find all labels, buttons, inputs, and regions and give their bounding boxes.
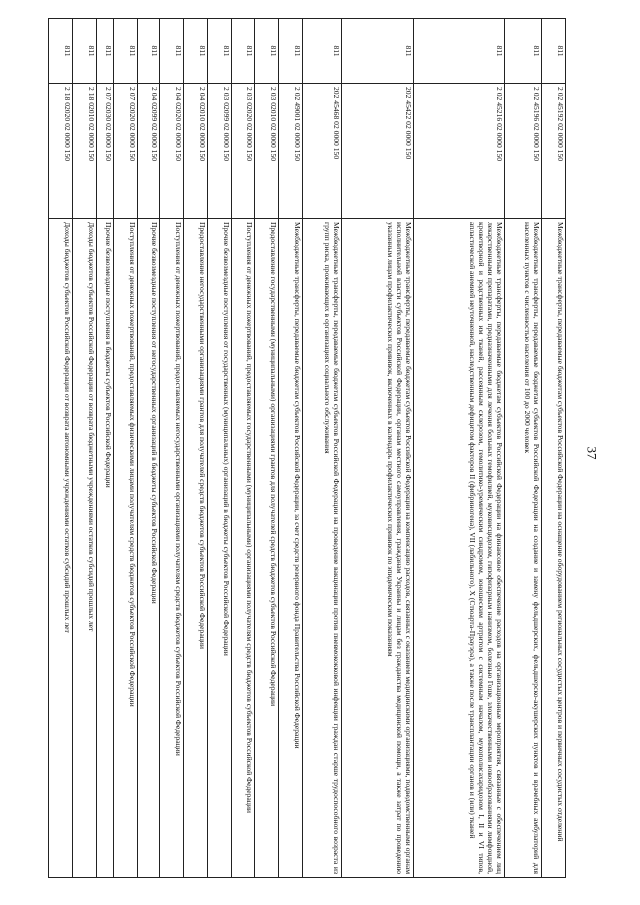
page-number: 37 (584, 446, 600, 460)
description-cell: Межбюджетные трансферты, передаваемые бюджетам субъектов Российской Федерации на оснащение оборудованием региональных сосудистых центров и первичных сосудистых отделений (542, 219, 566, 878)
description-cell: Межбюджетные трансферты, передаваемые бюджетам субъектов Российской Федерации на компенсацию расходов, связанных с оказанием медицинскими организациями, подведомственными органам исполнительной власти субъектов Российской Федерации, органам местного самоуправления, гражданам Украины и лицам без гражданства медицинской помощи, а также затрат по проведению указанным лицам профилактических прививок, включенных в календарь профилактических прививок по эпидемическим показаниям (342, 219, 414, 878)
description-cell: Поступления от денежных пожертвований, предоставляемых негосударственными организациями получателям средств бюджетов субъектов Российской Федерации (159, 219, 183, 878)
table-row (138, 19, 160, 878)
budget-code-cell: 2 02 45196 02 0000 150 (505, 84, 542, 219)
budget-code-cell: 2 02 45216 02 0000 150 (413, 84, 504, 219)
admin-code-cell: 811 (49, 19, 73, 84)
budget-code-cell: 2 02 45192 02 0000 150 (542, 84, 566, 219)
admin-code-cell: 811 (505, 19, 542, 84)
admin-code-cell: 811 (303, 19, 342, 84)
admin-code-cell: 811 (114, 19, 138, 84)
description-cell: Доходы бюджетов субъектов Российской Федерации от возврата бюджетными учреждениями остатков субсидий прошлых лет (72, 219, 96, 878)
admin-code-cell: 811 (342, 19, 414, 84)
table-row (303, 19, 342, 878)
description-cell: Межбюджетные трансферты, передаваемые бюджетам субъектов Российской Федерации на создание и замену фельдшерских, фельдшерско-акушерских пунктов и врачебных амбулаторий для населенных пунктов с численностью населения от 100 до 2000 человек (505, 219, 542, 878)
description-cell: Предоставление государственными (муниципальными) организациями грантов для получателей средств бюджетов субъектов Российской Федерации (255, 219, 279, 878)
table-row (183, 19, 207, 878)
description-cell: Межбюджетные трансферты, передаваемые бюджетам субъектов Российской Федерации на финансовое обеспечение расходов на организационные мероприятия, связанные с обеспечением лиц лекарственными препаратами, предназначенными для лечения больных гемофилией, муковисцидозом, гипофизарным нанизмом, болезнью Гоше, злокачественными новообразованиями лимфоидной, кроветворной и родственных им тканей, рассеянным склерозом, гемолитико-уремическим синдромом, юношеским артритом с системным началом, мукополисахаридозом I, II и VI типов, апластической анемией неуточненной, наследственным дефицитом факторов II (фибриногена), VII (лабильного), X (Стюарта-Прауэра), а также после трансплантации органов и (или) тканей (413, 219, 504, 878)
budget-code-cell: 202 45422 02 0000 150 (342, 84, 414, 219)
table-row (49, 19, 73, 878)
table-row (207, 19, 231, 878)
table-row (342, 19, 414, 878)
description-cell: Поступления от денежных пожертвований, предоставляемых государственными (муниципальными) организациями получателям средств бюджетов субъектов Российской Федерации (231, 219, 255, 878)
admin-code-cell: 811 (413, 19, 504, 84)
admin-code-cell: 811 (231, 19, 255, 84)
table-row (114, 19, 138, 878)
table-row (255, 19, 279, 878)
table-row (231, 19, 255, 878)
rotated-table-container (48, 18, 566, 878)
table-row (413, 19, 504, 878)
description-cell: Прочие безвозмездные поступления от негосударственных организаций в бюджеты субъектов Российской Федерации (138, 219, 160, 878)
budget-code-cell: 2 07 02030 02 0000 150 (96, 84, 113, 219)
admin-code-cell: 811 (138, 19, 160, 84)
table-row (505, 19, 542, 878)
admin-code-cell: 811 (72, 19, 96, 84)
description-cell: Межбюджетные трансферты, передаваемые бюджетам субъектов Российской Федерации, за счет средств резервного фонда Правительства Российской Федерации (279, 219, 303, 878)
budget-code-cell: 2 18 02020 02 0000 150 (49, 84, 73, 219)
budget-code-cell: 2 04 02010 02 0000 150 (183, 84, 207, 219)
budget-code-cell: 2 18 02010 02 0000 150 (72, 84, 96, 219)
admin-code-cell: 811 (207, 19, 231, 84)
budget-code-cell: 2 03 02010 02 0000 150 (255, 84, 279, 219)
description-cell: Предоставление негосударственными организациями грантов для получателей средств бюджетов субъектов Российской Федерации (183, 219, 207, 878)
admin-code-cell: 811 (96, 19, 113, 84)
revenue-codes-table (48, 18, 566, 878)
budget-code-cell: 2 04 02020 02 0000 150 (159, 84, 183, 219)
budget-code-cell: 2 04 02099 02 0000 150 (138, 84, 160, 219)
budget-code-cell: 2 02 49001 02 0000 150 (279, 84, 303, 219)
table-row (72, 19, 96, 878)
admin-code-cell: 811 (183, 19, 207, 84)
table-region (48, 18, 566, 878)
description-cell: Прочие безвозмездные поступления от государственных (муниципальных) организаций в бюджеты субъектов Российской Федерации (207, 219, 231, 878)
description-cell: Прочие безвозмездные поступления в бюджеты субъектов Российской Федерации (96, 219, 113, 878)
admin-code-cell: 811 (542, 19, 566, 84)
table-row (542, 19, 566, 878)
budget-code-cell: 2 03 02020 02 0000 150 (231, 84, 255, 219)
description-cell: Доходы бюджетов субъектов Российской Федерации от возврата автономными учреждениями остатков субсидий прошлых лет (49, 219, 73, 878)
budget-code-cell: 202 45468 02 0000 150 (303, 84, 342, 219)
budget-code-cell: 2 07 02020 02 0000 150 (114, 84, 138, 219)
table-row (96, 19, 113, 878)
description-cell: Межбюджетные трансферты, передаваемые бюджетам субъектов Российской Федерации на проведение вакцинации против пневмококковой инфекции граждан старше трудоспособного возраста из групп риска, проживающих в организациях социального обслуживания (303, 219, 342, 878)
table-row (159, 19, 183, 878)
table-row (279, 19, 303, 878)
admin-code-cell: 811 (159, 19, 183, 84)
admin-code-cell: 811 (279, 19, 303, 84)
admin-code-cell: 811 (255, 19, 279, 84)
budget-code-cell: 2 03 02099 02 0000 150 (207, 84, 231, 219)
description-cell: Поступления от денежных пожертвований, предоставляемых физическими лицами получателям средств бюджетов субъектов Российской Федерации (114, 219, 138, 878)
